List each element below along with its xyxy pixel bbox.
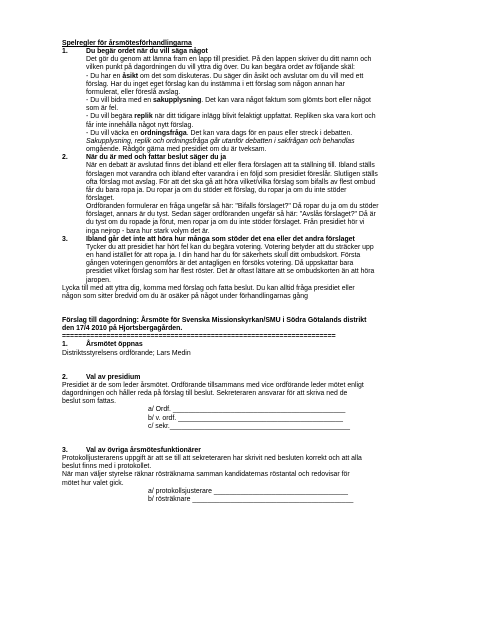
text-line: Ordföranden formulerar en fråga ungefär så här: "Bifalls förslaget?" Då ropar du ja om du stöder	[86, 203, 379, 211]
rules-section-3	[62, 236, 437, 285]
text-line: mötet hur valet gick.	[62, 479, 124, 487]
text-line: förslaget, annars är du tyst. Sedan säger ordföranden ungefär så här: "Avslås förslaget?" Då är	[86, 211, 376, 219]
term-replik: replik	[134, 113, 153, 121]
term-asikt: åsikt	[122, 72, 139, 80]
text-line: dagordningen och håller reda på förslag till beslut. Sekreteraren ansvarar för att skriva ned de	[62, 390, 348, 398]
section-heading: När du är med och fattar beslut säger du ja	[86, 154, 227, 162]
section-number: 1.	[62, 48, 68, 56]
text-fragment: - Du vill bidra med en	[86, 97, 154, 105]
text-line: formulerat, eller föreslå avslag.	[86, 88, 181, 96]
text-fragment: . Det kan vara något faktum som glömts bort eller något	[201, 97, 371, 105]
text-line: som är fel.	[86, 105, 119, 113]
text-line: vilken punkt på dagordningen du vill yttra dig över. Du kan begära ordet av följande skäl:	[86, 64, 355, 72]
item-number: 3.	[62, 446, 68, 454]
item-heading: Val av presidium	[86, 373, 141, 381]
text-line: ofta förslag mot avslag. För att det ska gå att höra vilket/vilka förslag som bifalls av flest ombud	[86, 178, 376, 186]
text-line: Protokolljusterarens uppgift är att se till att sekreteraren har skrivit ned besluten korrekt och att alla	[62, 455, 362, 463]
field-rostraknare[interactable]: b/ rösträknare __________________________________________	[148, 495, 354, 503]
field-sekr[interactable]: c/ sekr._______________________________________________	[148, 422, 350, 430]
item-heading: Val av övriga årsmötesfunktionärer	[86, 446, 201, 454]
text-line: jaropen.	[86, 276, 111, 284]
text-line: en hand istället för att ropa ja. I din hand har du för säkerhets skull ditt ombudskort. Första	[86, 252, 361, 260]
text-line: omgående. Rådgör gärna med presidiet om du är tveksam.	[86, 146, 267, 154]
term-sakupplysning: sakupplysning	[153, 97, 202, 105]
text-line: förslag. Har du inget eget förslag kan du instämma i ett förslag som någon annan har	[86, 80, 345, 88]
text-line: När en debatt är avslutad finns det ibland ett eller flera förslagen att ta ställning till. Ibland ställs	[86, 162, 375, 170]
text-line: Tycker du att presidiet har hört fel kan du begära votering. Votering betyder att du sträcker upp	[86, 243, 374, 251]
text-line: När man väljer styrelse räknar rösträknarna samman kandidaternas röstantal och redovisar för	[62, 471, 350, 479]
section-heading: Ibland går det inte att höra hur många som stöder det ena eller det andra förslaget	[86, 235, 355, 243]
agenda-item-3	[62, 447, 437, 504]
section-heading: Du begär ordet när du vill säga något	[86, 48, 208, 56]
agenda-title-date: den 17/4 2010 på Hjortsbergagården.	[62, 325, 183, 333]
text-fragment: - Du vill begära	[86, 113, 135, 121]
agenda-title: Förslag till dagordning: Årsmöte för Svenska Missionskyrkan/SMU i Södra Götalands distrikt	[62, 317, 367, 324]
text-line: beslut som fattas.	[62, 398, 117, 406]
text-fragment: . Det kan vara dags för en paus eller streck i debatten.	[186, 129, 353, 137]
rules-section-1	[62, 48, 437, 154]
field-ordf[interactable]: a/ Ordf. _____________________________________________	[148, 406, 346, 414]
section-number: 3.	[62, 235, 68, 243]
text-fragment: - Du vill väcka en	[86, 129, 141, 137]
document-page	[62, 40, 437, 504]
text-line: Presidiet är de som leder årsmötet. Ordförande tillsammans med vice ordförande leder mötet enligt	[62, 381, 364, 389]
text-line: gången voteringen genomförs är det antagligen en försöks votering. Då uppskattar bara	[86, 260, 354, 268]
text-line: Lycka till med att yttra dig, komma med förslag och fatta beslut. Du kan alltid fråga presidiet eller	[62, 284, 355, 292]
agenda-item-2	[62, 374, 437, 431]
text-line: får inte innehålla något nytt förslag.	[86, 121, 194, 129]
closing-paragraph	[62, 285, 437, 301]
text-line: får du bara ropa ja. Du ropar ja om du stöder ett förslag, du ropar ja om du inte stöder	[86, 186, 347, 194]
text-line: Distriktsstyrelsens ordförande; Lars Medin	[62, 349, 191, 357]
field-protokollsjusterare[interactable]: a/ protokollsjusterare ___________________________________	[148, 487, 349, 495]
text-line: förslagen mot varandra och ibland efter varandra i en följd som presidiet föreslår. Slutligen ställs	[86, 170, 378, 178]
text-line: förslaget.	[86, 194, 115, 202]
term-ordningsfraga: ordningsfråga	[140, 129, 187, 137]
text-line: inga nejrop - bara hur stark volym det är.	[86, 227, 210, 235]
text-line: Det gör du genom att lämna fram en lapp till presidiet. På den lappen skriver du ditt namn och	[86, 56, 372, 64]
item-number: 1.	[62, 341, 68, 349]
text-fragment: om det som diskuteras. Du säger din åsikt och avslutar om du vill med ett	[138, 72, 364, 80]
text-line: någon som sitter bredvid om du är osäker på något under förhandlingarnas gång	[62, 292, 308, 300]
italic-note: Sakupplysning, replik och ordningsfråga går utanför debatten i sakfrågan och behandlas	[86, 137, 355, 145]
item-number: 2.	[62, 373, 68, 381]
rules-title: Spelregler för årsmötesförhandlingarna	[62, 40, 192, 47]
text-fragment: när ditt tidigare inlägg blivit felaktigt uppfattat. Repliken ska vara kort och	[152, 113, 376, 121]
section-number: 2.	[62, 154, 68, 162]
field-v-ordf[interactable]: b/ v. ordf. ___________________________________________	[148, 414, 343, 422]
text-fragment: - Du har en	[86, 72, 123, 80]
text-line: presidiet vilket förslag som har flest röster. Det är oftast lättare att se ombudskorten än att höra	[86, 268, 375, 276]
agenda-header	[62, 317, 437, 341]
agenda-item-1	[62, 341, 437, 357]
rules-section-2	[62, 154, 437, 236]
text-line: beslut finns med i protokollet.	[62, 463, 152, 471]
item-heading: Årsmötet öppnas	[86, 341, 143, 349]
text-line: du tyst om du ropade ja förut, men ropar ja om du inte stöder förslaget. Från presidiet hör vi	[86, 219, 365, 227]
separator-rule: ====================================================================	[62, 333, 336, 341]
